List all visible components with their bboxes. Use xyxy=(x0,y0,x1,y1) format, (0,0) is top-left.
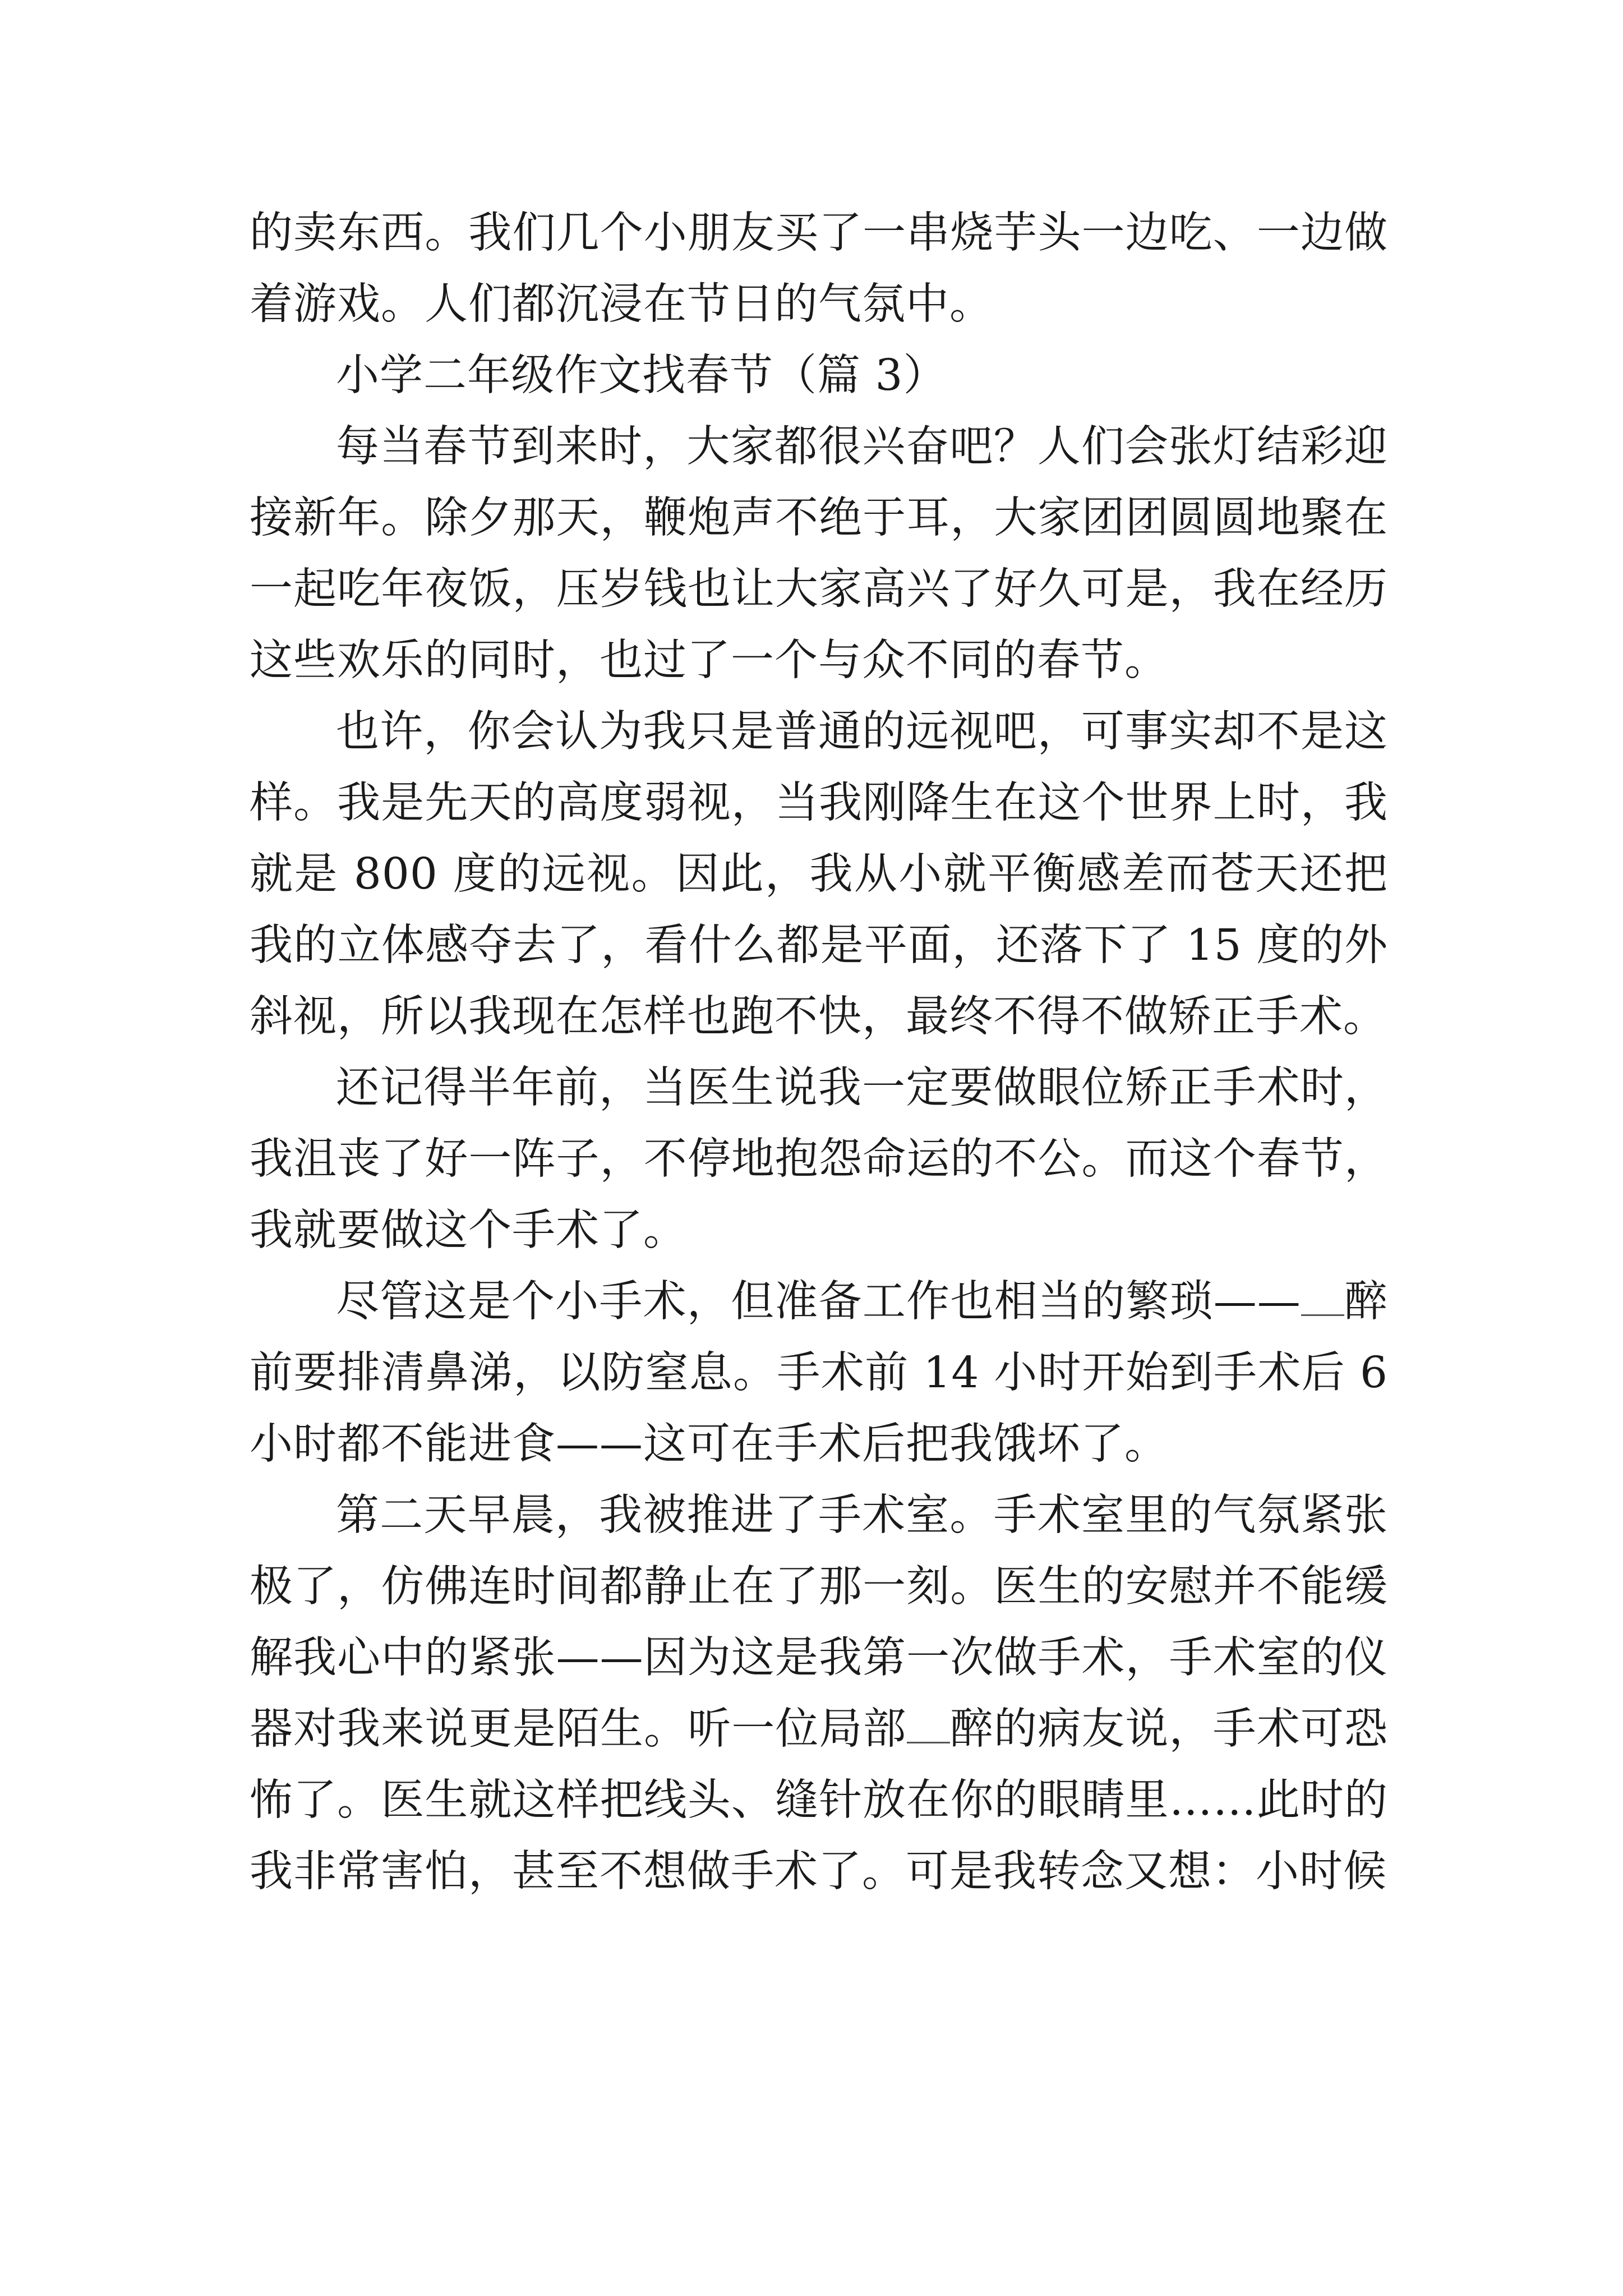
paragraph-vision: 也许，你会认为我只是普通的远视吧，可事实却不是这样。我是先天的高度弱视，当我刚降生在这个世界上时，我就是 800 度的远视。因此，我从小就平衡感差而苍天还把我的立体感夺去了，看什么都是平面，还落下了 15 度的外斜视，所以我现在怎样也跑不快，最终不得不做矫正手术。 xyxy=(250,707,1388,1042)
paragraph-spring-festival: 每当春节到来时，大家都很兴奋吧？人们会张灯结彩迎接新年。除夕那天，鞭炮声不绝于耳，大家团团圆圆地聚在一起吃年夜饭，压岁钱也让大家高兴了好久可是，我在经历这些欢乐的同时，也过了一个与众不同的春节。 xyxy=(250,422,1388,685)
paragraph-surgery-after: 醉的病友说，手术可恐怖了。医生就这样把线头、缝针放在你的眼睛里……此时的我非常害怕，甚至不想做手术了。可是我转念又想：小时候 xyxy=(250,1704,1389,1897)
section-heading: 小学二年级作文找春节（篇 3） xyxy=(336,351,947,401)
paragraph-surgery-morning xyxy=(250,1480,1388,1907)
paragraph-half-year-ago: 还记得半年前，当医生说我一定要做眼位矫正手术时，我沮丧了好一阵子，不停地抱怨命运的不公。而这个春节，我就要做这个手术了。 xyxy=(250,1063,1388,1255)
paragraph-preparation-before: 尽管这是个小手术，但准备工作也相当的繁琐—— xyxy=(336,1277,1301,1327)
paragraph-preparation-after: 醉前要排清鼻涕，以防窒息。手术前 14 小时开始到手术后 6 小时都不能进食——这可在手术后把我饿坏了。 xyxy=(250,1277,1389,1469)
paragraph-preparation xyxy=(250,1266,1388,1480)
paragraph-surgery-before: 第二天早晨，我被推进了手术室。手术室里的气氛紧张极了，仿佛连时间都静止在了那一刻。医生的安慰并不能缓解我心中的紧张——因为这是我第一次做手术，手术室的仪器对我来说更是陌生。听一位局部 xyxy=(250,1490,1388,1754)
paragraph-intro: 的卖东西。我们几个小朋友买了一串烧芋头一边吃、一边做着游戏。人们都沉浸在节日的气氛中。 xyxy=(250,208,1388,329)
blank-underline xyxy=(907,1741,950,1743)
document-body xyxy=(250,197,1388,1907)
blank-underline xyxy=(1301,1314,1344,1316)
